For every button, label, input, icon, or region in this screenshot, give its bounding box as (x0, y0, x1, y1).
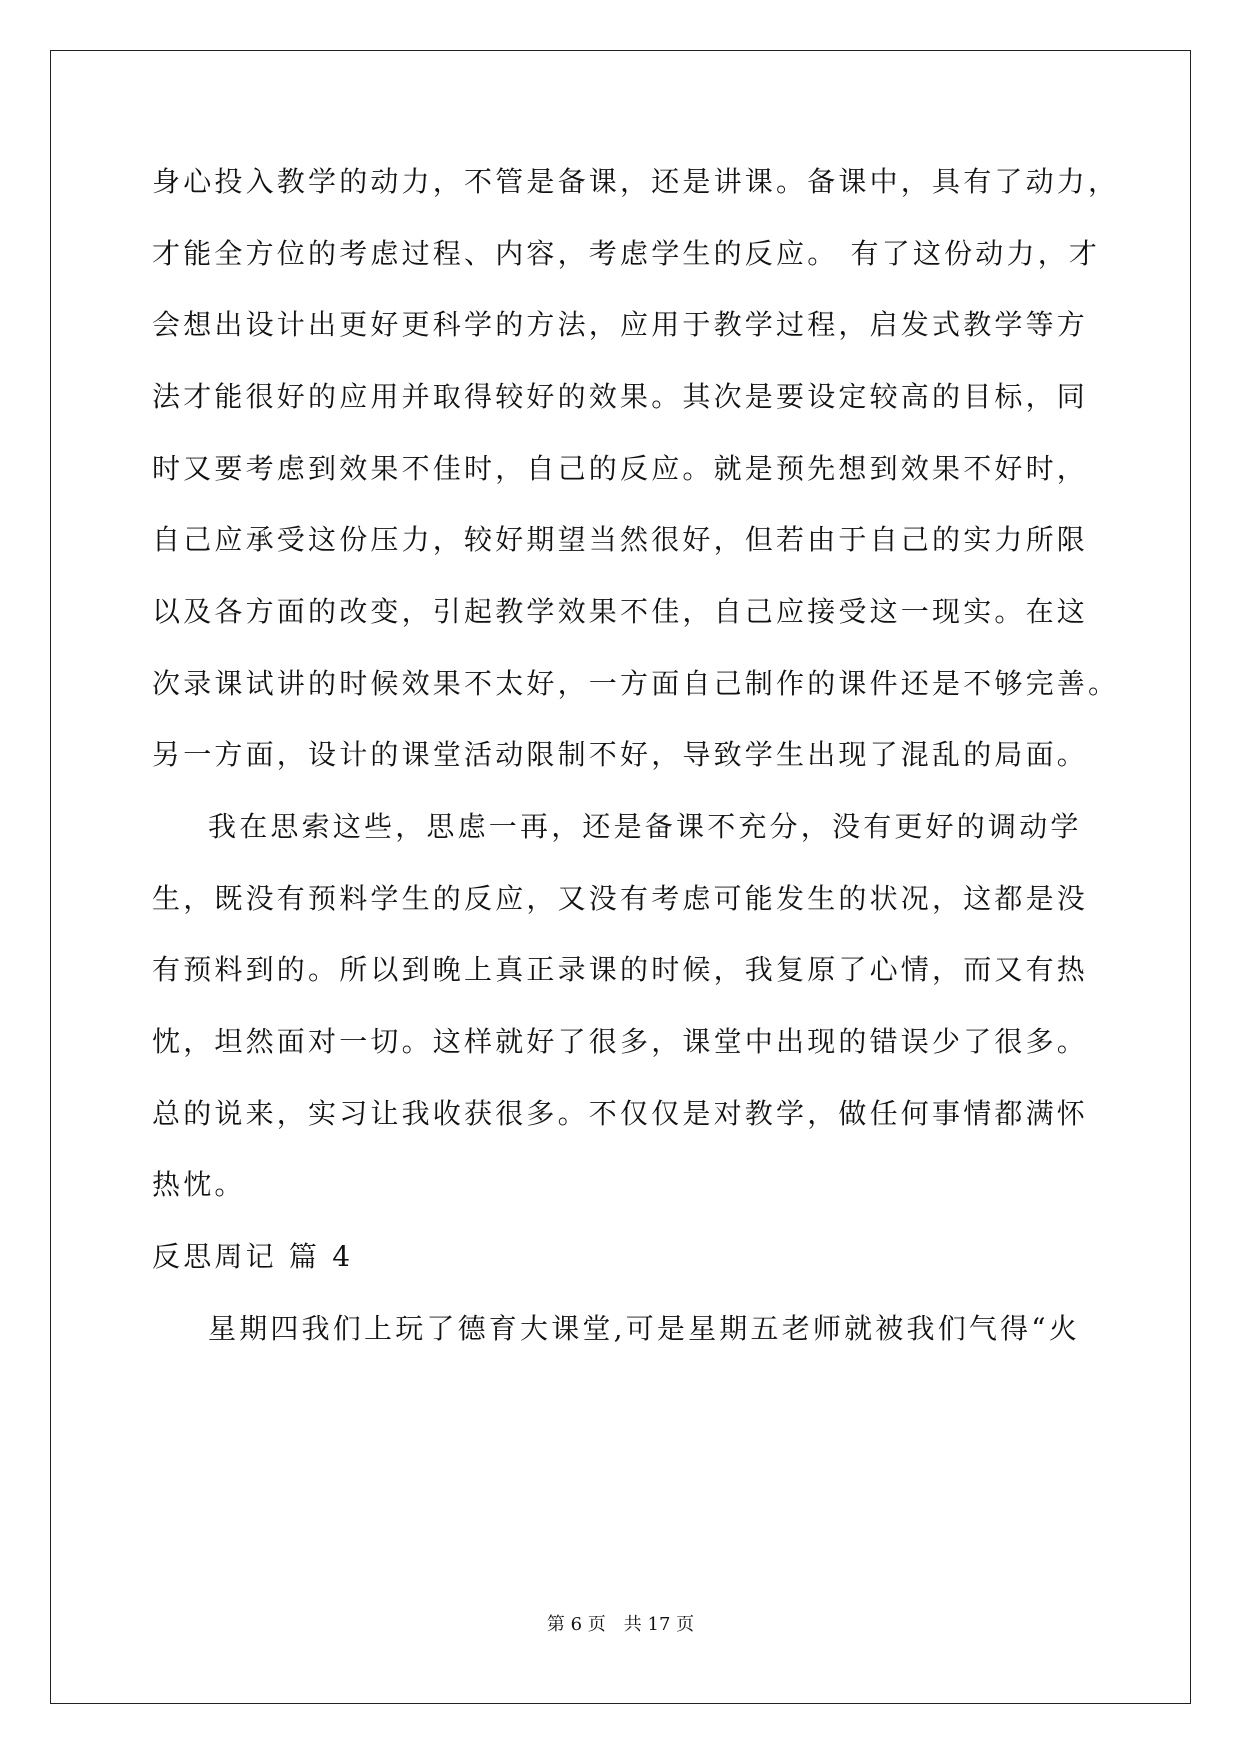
body-line-15: 热忱。 (152, 1168, 246, 1201)
body-line-3: 会想出设计出更好更科学的方法，应用于教学过程，启发式教学等方 (152, 308, 1089, 341)
body-last-line: 星期四我们上玩了德育大课堂,可是星期五老师就被我们气得“火 (208, 1312, 1081, 1345)
body-line-9: 另一方面，设计的课堂活动限制不好，导致学生出现了混乱的局面。 (152, 738, 1089, 771)
body-line-7: 以及各方面的改变，引起教学效果不佳，自己应接受这一现实。在这 (152, 595, 1089, 628)
body-line-1: 身心投入教学的动力，不管是备课，还是讲课。备课中，具有了动力， (152, 165, 1120, 198)
body-line-6: 自己应承受这份压力，较好期望当然很好，但若由于自己的实力所限 (152, 523, 1089, 556)
body-line-10: 我在思索这些，思虑一再，还是备课不充分，没有更好的调动学 (208, 810, 1082, 843)
section-heading: 反思周记 篇 4 (152, 1240, 354, 1273)
body-line-2: 才能全方位的考虑过程、内容，考虑学生的反应。 有了这份动力，才 (152, 237, 1101, 270)
body-line-11: 生，既没有预料学生的反应，又没有考虑可能发生的状况，这都是没 (152, 882, 1089, 915)
body-line-14: 总的说来，实习让我收获很多。不仅仅是对教学，做任何事情都满怀 (152, 1097, 1089, 1130)
page-number-footer: 第 6 页 共 17 页 (546, 1614, 695, 1635)
body-line-13: 忱，坦然面对一切。这样就好了很多，课堂中出现的错误少了很多。 (152, 1025, 1089, 1058)
body-line-4: 法才能很好的应用并取得较好的效果。其次是要设定较高的目标，同 (152, 380, 1089, 413)
body-line-5: 时又要考虑到效果不佳时，自己的反应。就是预先想到效果不好时， (152, 452, 1089, 485)
page-frame (50, 50, 1191, 1704)
body-line-12: 有预料到的。所以到晚上真正录课的时候，我复原了心情，而又有热 (152, 953, 1089, 986)
body-line-8: 次录课试讲的时候效果不太好，一方面自己制作的课件还是不够完善。 (152, 667, 1120, 700)
